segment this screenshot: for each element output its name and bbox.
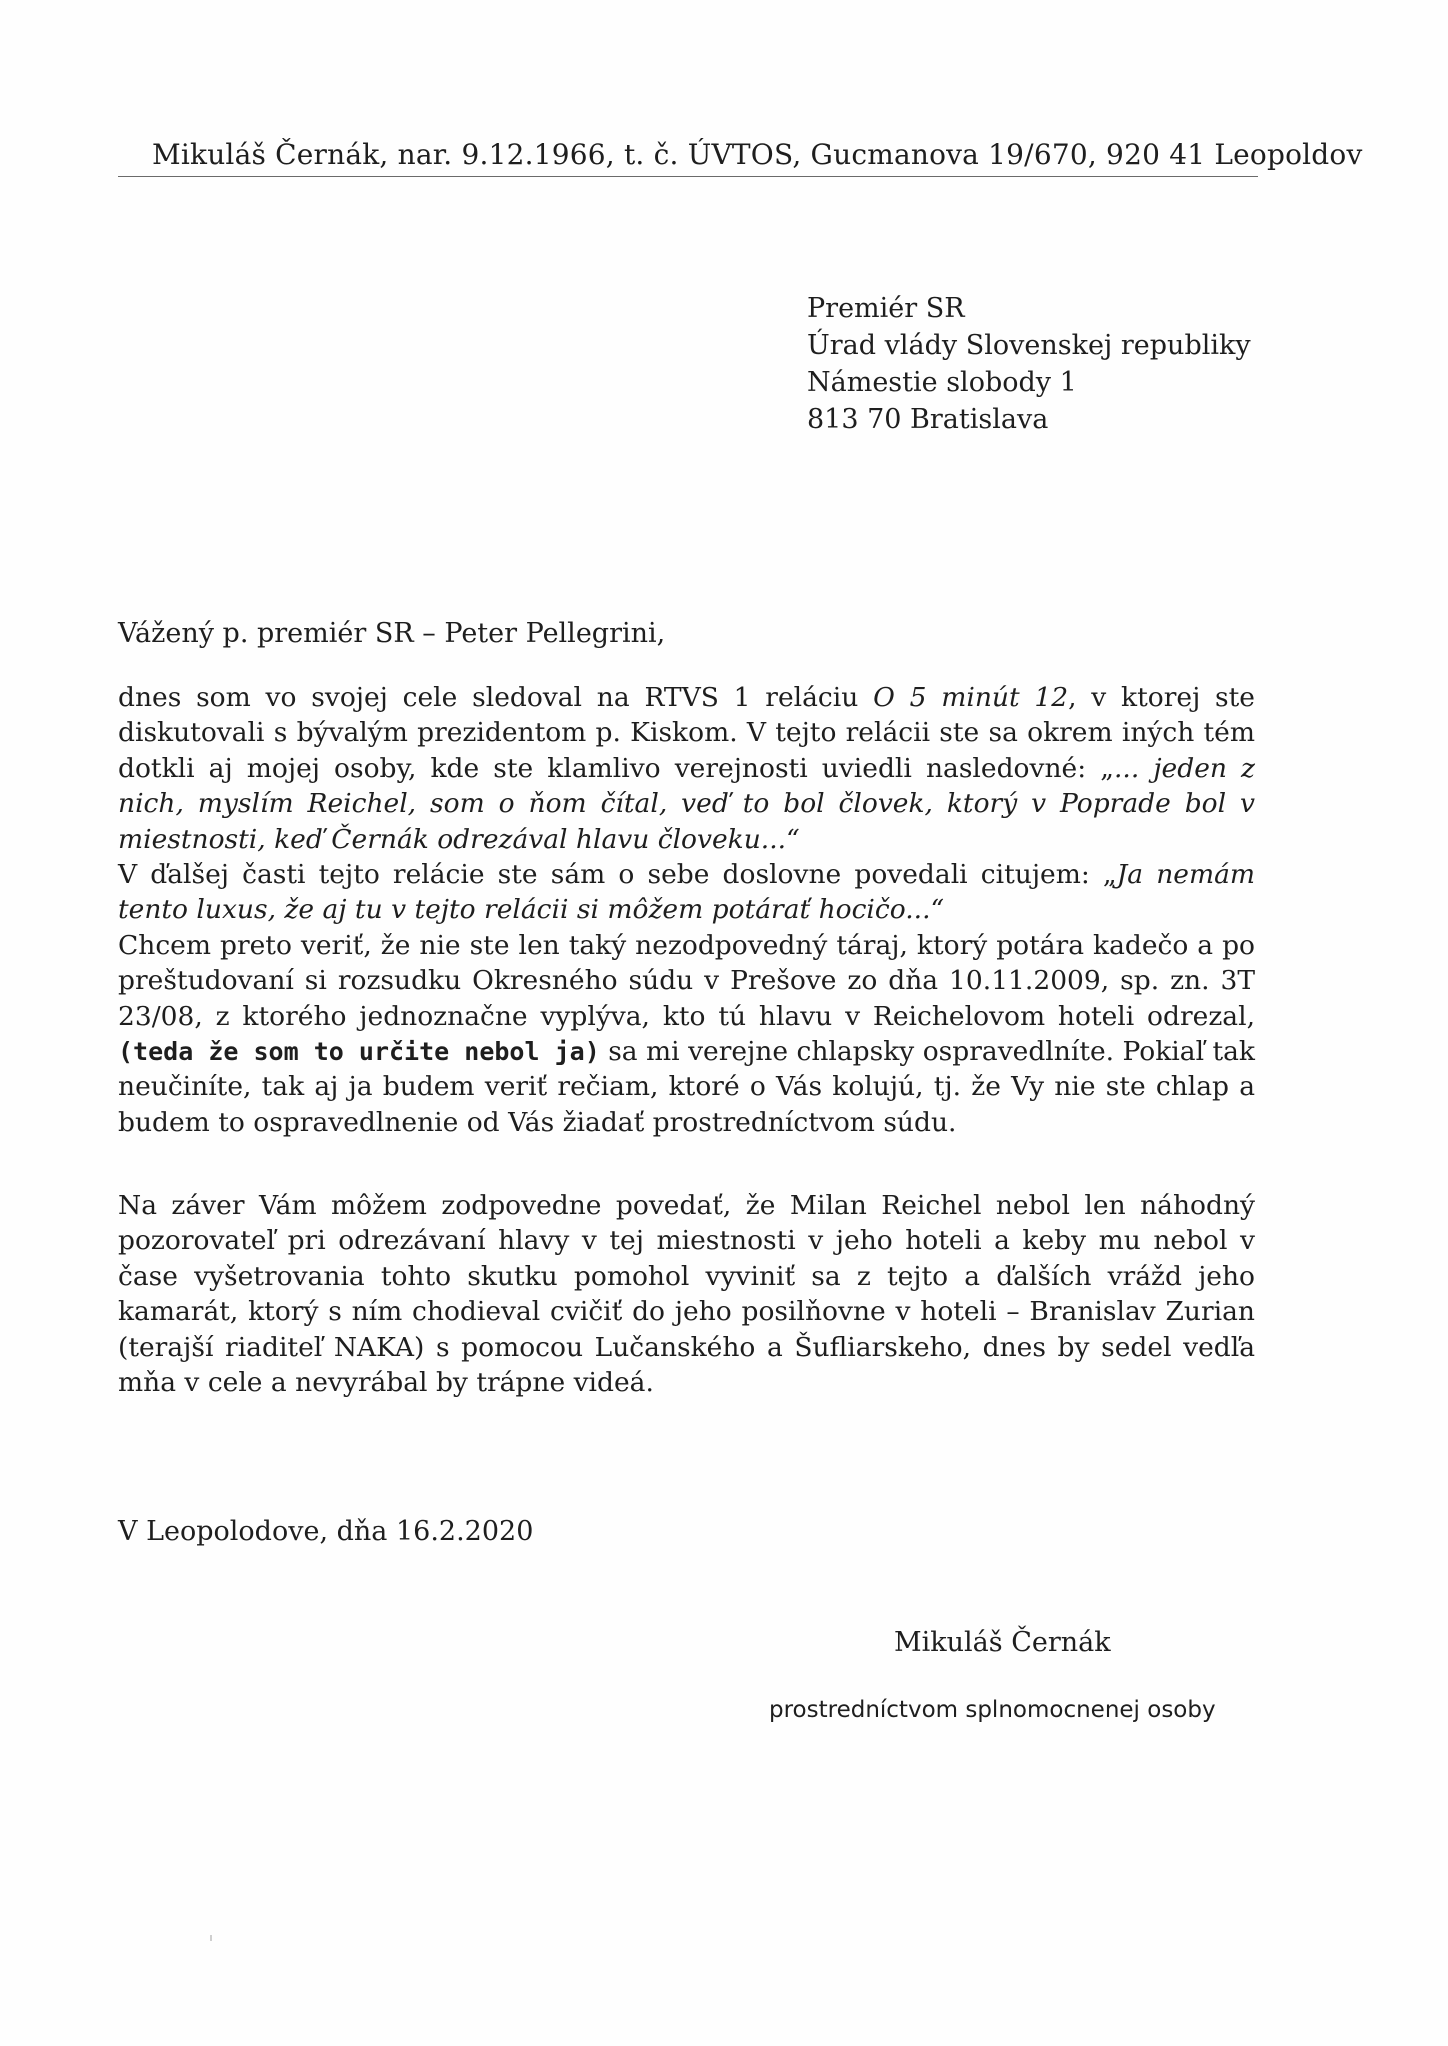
- recipient-address: [807, 290, 1251, 438]
- paragraph-main-block-3: [118, 928, 1255, 1140]
- paragraph-main-block-1: [118, 680, 1255, 857]
- signature-note: prostredníctvom splnomocnenej osoby: [769, 1697, 1216, 1723]
- recipient-line-city: 813 70 Bratislava: [807, 404, 1049, 435]
- paragraph-main: [118, 680, 1255, 1140]
- recipient-line-office: Úrad vlády Slovenskej republiky: [807, 330, 1251, 361]
- quote-1: ... jeden z nich, myslím Reichel, som o ňom čítal, veď to bol človek, ktorý v Poprade bol v miestnosti, keď Černák odrezával hlavu človeku...: [118, 752, 1255, 855]
- sender-header: Mikuláš Černák, nar. 9.12.1966, t. č. ÚVTOS, Gucmanova 19/670, 920 41 Leopoldov: [152, 138, 1363, 171]
- quote-close: “: [930, 894, 945, 926]
- quote-close: “: [786, 823, 800, 855]
- recipient-line-street: Námestie slobody 1: [807, 367, 1077, 398]
- program-title: O 5 minút 12: [873, 682, 1069, 713]
- paragraph-main-block-2: [118, 857, 1255, 928]
- scan-speck: [210, 1935, 212, 1941]
- text-run: dnes som vo svojej cele sledoval na RTVS 1 reláciu: [118, 682, 874, 713]
- text-run: sa mi verejne chlapsky ospravedlníte. Pokiaľ tak neučiníte, tak aj ja budem veriť rečiam, ktoré o Vás kolujú, tj. že Vy nie ste chlap a budem to ospravedlnenie od Vás žiadať prostredníctvom súdu.: [118, 1036, 1255, 1138]
- text-run: , v ktorej ste diskutovali s bývalým prezidentom p. Kiskom. V tejto relácii ste sa okrem iných tém dotkli aj mojej osoby, kde ste klamlivo verejnosti uviedli nasledovné: „: [118, 682, 1255, 784]
- header-divider: [118, 176, 1258, 177]
- text-run: Chcem preto veriť, že nie ste len taký nezodpovedný táraj, ktorý potára kadečo a po preštudovaní si rozsudku Okresného súdu v Prešove zo dňa 10.11.2009, sp. zn. 3T 23/08, z ktorého jednoznačne vyplýva, kto tú hlavu v Reichelovom hoteli odrezal,: [118, 929, 1255, 1032]
- recipient-line-title: Premiér SR: [807, 293, 965, 324]
- paragraph-conclusion: Na záver Vám môžem zodpovedne povedať, že Milan Reichel nebol len náhodný pozorovateľ pri odrezávaní hlavy v tej miestnosti v jeho hoteli a keby mu nebol v čase vyšetrovania tohto skutku pomohol vyviniť sa z tejto a ďalších vrážd jeho kamarát, ktorý s ním chodieval cvičiť do jeho posilňovne v hoteli – Branislav Zurian (terajší riaditeľ NAKA) s pomocou Lučanského a Šufliarskeho, dnes by sedel vedľa mňa v cele a nevyrábal by trápne videá.: [118, 1190, 1255, 1399]
- place-date: V Leopolodove, dňa 16.2.2020: [118, 1516, 534, 1547]
- signature-name: Mikuláš Černák: [894, 1627, 1111, 1658]
- quote-2: Ja nemám tento luxus, že aj tu v tejto relácii si môžem potárať hocičo...: [118, 859, 1256, 926]
- emphasis-bold: (teda že som to určite nebol ja): [118, 1037, 600, 1067]
- text-run: V ďalšej časti tejto relácie ste sám o sebe doslovne povedali citujem: „: [118, 859, 1117, 891]
- salutation: Vážený p. premiér SR – Peter Pellegrini,: [118, 618, 666, 649]
